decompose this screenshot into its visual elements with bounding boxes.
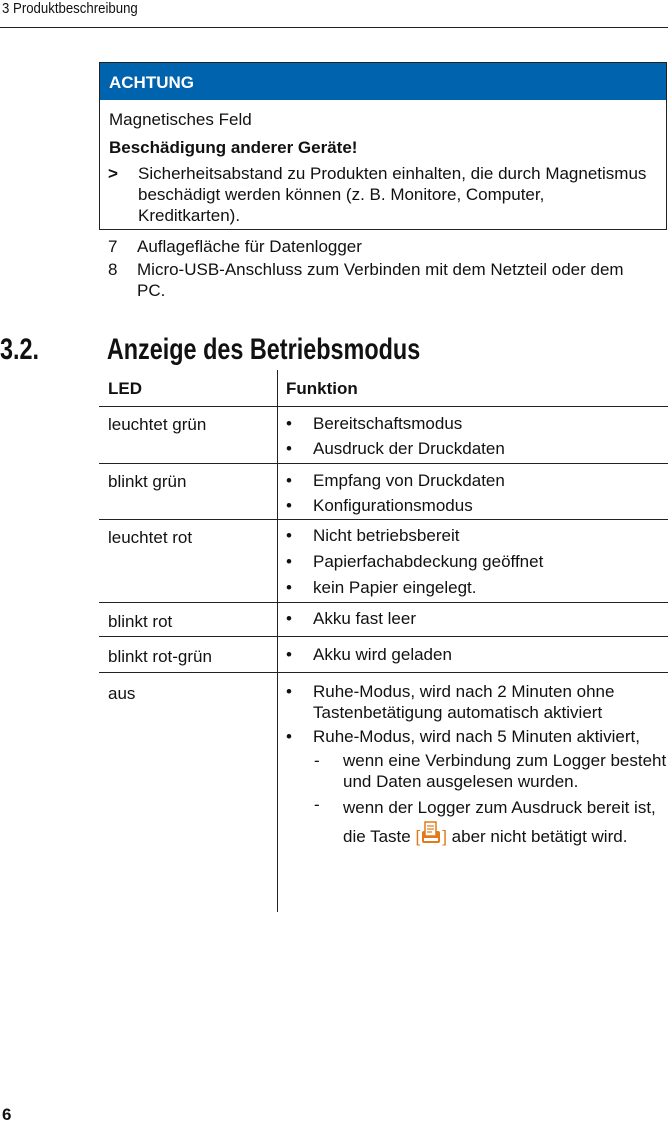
warning-action-marker: >: [108, 164, 118, 183]
bullet-item: • Akku fast leer: [286, 609, 416, 628]
list-item-text: Micro-USB-Anschluss zum Verbinden mit dem Netzteil oder dem PC.: [137, 260, 624, 300]
table-cell-function: [286, 673, 668, 853]
warning-action: Sicherheitsabstand zu Produkten einhalten, die durch Magnetismus beschädigt werden können (z. B. Monitore, Computer, Kreditkarten).: [138, 164, 647, 225]
bullet-item: • Konfigurationsmodus: [286, 496, 473, 515]
table-cell-function: [286, 464, 668, 516]
table-header-row: [99, 370, 668, 406]
table-row: [99, 406, 668, 463]
table-cell-function: [286, 637, 668, 665]
bullet-item: • Nicht betriebsbereit: [286, 526, 460, 545]
table-cell-led: blinkt rot: [108, 612, 173, 631]
running-header: 3 Produktbeschreibung: [2, 0, 138, 17]
table-cell-led: blinkt rot-grün: [108, 647, 212, 666]
table-cell-led: leuchtet rot: [108, 528, 193, 547]
header-rule: [0, 27, 668, 28]
table-header-led: LED: [108, 379, 142, 398]
bullet-item: • Akku wird geladen: [286, 645, 452, 664]
table-cell-function: [286, 407, 668, 459]
table-row: [99, 636, 668, 672]
warning-title: ACHTUNG: [100, 63, 666, 100]
warning-hazard: Magnetisches Feld: [109, 110, 252, 129]
table-cell-led: blinkt grün: [108, 472, 187, 491]
table-header-function: Funktion: [286, 379, 358, 398]
bullet-item: • Papierfachabdeckung geöffnet: [286, 552, 544, 571]
table-row: [99, 463, 668, 519]
printer-icon: [420, 821, 442, 853]
warning-consequence: Beschädigung anderer Geräte!: [109, 138, 358, 157]
table-cell-led: leuchtet grün: [108, 415, 207, 434]
table-row: [99, 602, 668, 636]
list-item-number: 8: [108, 260, 118, 279]
table-cell-function: [286, 603, 668, 629]
page-number: 6: [2, 1105, 12, 1124]
section-title: Anzeige des Betriebsmodus: [106, 333, 421, 366]
list-item-text: Auflagefläche für Datenlogger: [137, 237, 362, 256]
section-number: 3.2.: [0, 333, 40, 366]
bullet-item: • kein Papier eingelegt.: [286, 578, 477, 597]
list-item: [108, 259, 648, 301]
warning-box: [99, 62, 667, 230]
table-row: [99, 519, 668, 602]
list-item: [108, 236, 648, 257]
section-heading: [0, 333, 420, 367]
list-item-number: 7: [108, 237, 118, 256]
table-cell-led: aus: [108, 684, 136, 703]
bullet-item: • Empfang von Druckdaten: [286, 471, 505, 490]
bullet-item: • Ruhe-Modus, wird nach 2 Minuten ohne Tastenbetätigung automatisch aktiviert: [286, 682, 615, 722]
bullet-item: • Ausdruck der Druckdaten: [286, 439, 505, 458]
numbered-list: [108, 236, 648, 303]
led-mode-table: [99, 370, 668, 912]
table-cell-function: [286, 520, 668, 598]
bullet-item: • Ruhe-Modus, wird nach 5 Minuten aktiviert,: [286, 727, 640, 746]
sub-item: - wenn eine Verbindung zum Logger besteht und Daten ausgelesen wurden.: [314, 751, 667, 791]
sub-item: - wenn der Logger zum Ausdruck bereit ist, die Taste [ ] aber nicht betätigt wird.: [314, 795, 668, 853]
bullet-item: • Bereitschaftsmodus: [286, 414, 463, 433]
table-row: [99, 672, 668, 912]
